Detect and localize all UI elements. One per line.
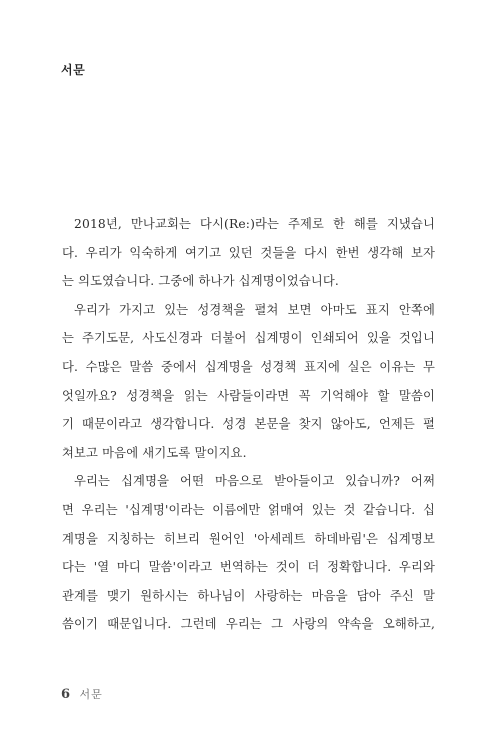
page-number: 6 [61, 687, 71, 702]
text-line: 기 때문이라고 생각합니다. 성경 본문을 찾지 않아도, 언제든 펼 [62, 417, 435, 432]
text-line: 다. 우리가 익숙하게 여기고 있던 것들을 다시 한번 생각해 보자 [62, 245, 435, 260]
running-title: 서문 [79, 688, 103, 701]
text-line: 는 의도였습니다. 그중에 하나가 십계명이었습니다. [62, 274, 339, 289]
text-line: 쳐보고 마음에 새기도록 말이지요. [62, 445, 247, 460]
text-line: 2018년, 만나교회는 다시(Re:)라는 주제로 한 해를 지냈습니 [74, 217, 435, 231]
text-line: 엇일까요? 성경책을 읽는 사람들이라면 꼭 기억해야 할 말씀이 [62, 388, 435, 403]
body-text [62, 210, 435, 639]
text-line: 우리는 십계명을 어떤 마음으로 받아들이고 있습니까? 어쩌 [74, 474, 435, 489]
text-line: 면 우리는 '십계명'이라는 이름에만 얽매여 있는 것 같습니다. 십 [62, 502, 435, 517]
page-footer [61, 686, 103, 702]
text-line: 씀이기 때문입니다. 그런데 우리는 그 사랑의 약속을 오해하고, [62, 617, 435, 632]
text-line: 는 주기도문, 사도신경과 더불어 십계명이 인쇄되어 있을 것입니 [62, 331, 435, 346]
text-line: 계명을 지칭하는 히브리 원어인 '아세레트 하데바림'은 십계명보 [62, 531, 435, 546]
section-heading: 서문 [61, 63, 86, 77]
text-line: 다는 '열 마디 말씀'이라고 번역하는 것이 더 정확합니다. 우리와 [62, 560, 435, 575]
text-line: 우리가 가지고 있는 성경책을 펼쳐 보면 아마도 표지 안쪽에 [74, 302, 435, 317]
text-line: 다. 수많은 말씀 중에서 십계명을 성경책 표지에 실은 이유는 무 [62, 359, 435, 374]
text-line: 관계를 맺기 원하시는 하나님이 사랑하는 마음을 담아 주신 말 [62, 588, 435, 603]
